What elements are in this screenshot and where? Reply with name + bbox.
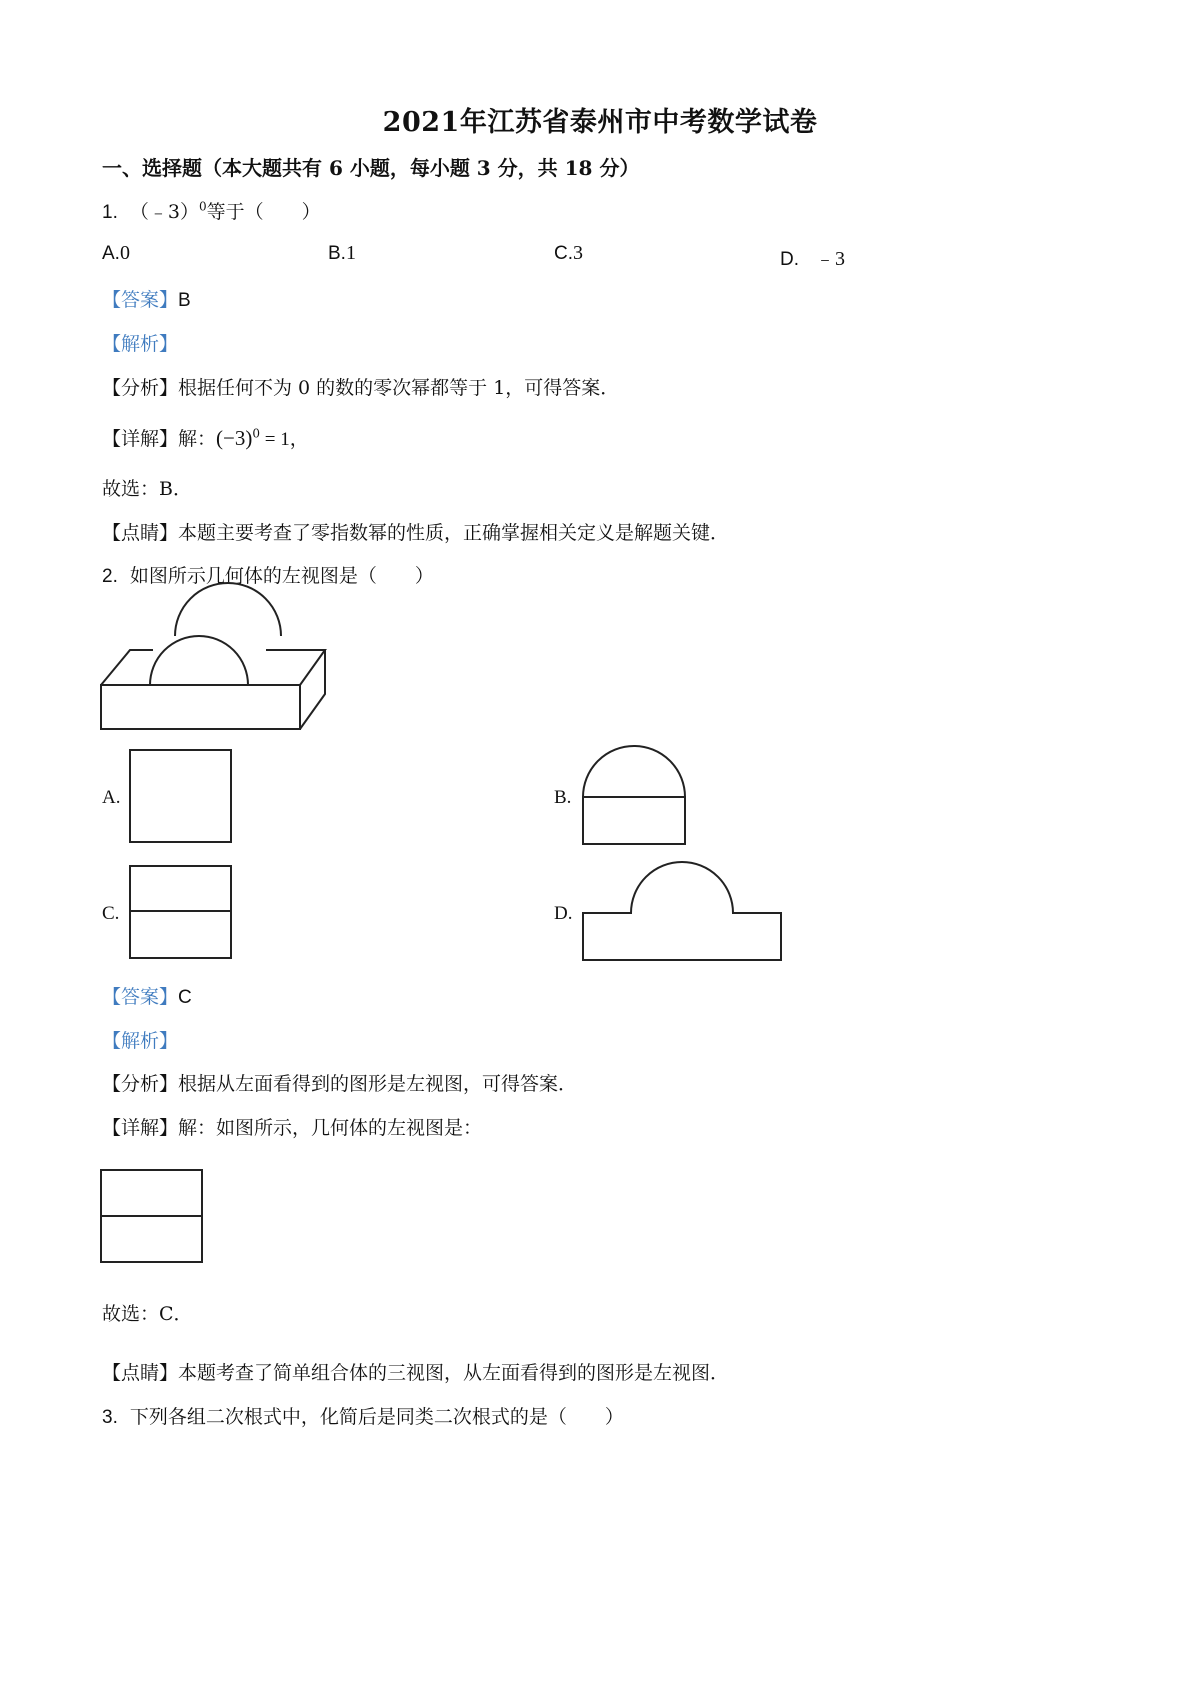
xiangjie-math-result: = 1， (260, 429, 309, 450)
option-letter: C. (554, 243, 573, 264)
xiangjie-label: 【详解】 (102, 1117, 179, 1139)
dianjing-label: 【点睛】 (102, 522, 179, 544)
xiangjie-math-base: (−3) (216, 426, 253, 450)
option-value: 0 (119, 242, 130, 264)
fenxi-label: 【分析】 (102, 1073, 179, 1095)
option-a-label: A. (102, 787, 121, 808)
stem-text: 等于（ ） (206, 201, 321, 223)
option-letter: A. (102, 243, 120, 264)
answer-value: C (178, 987, 192, 1008)
q2-guxuan: 故选：C． (102, 1303, 193, 1325)
q2-analysis-label: 【解析】 (102, 1030, 179, 1052)
stem-text: 下列各组二次根式中，化简后是同类二次根式的是（ ） (129, 1406, 624, 1428)
stem-exponent: 0 (199, 199, 207, 214)
option-c-label: C. (102, 903, 120, 924)
question-3-stem (102, 1402, 624, 1429)
question-number: 1. (102, 202, 118, 223)
answer-label: 【答案】 (102, 289, 179, 311)
dianjing-text: 本题考查了简单组合体的三视图，从左面看得到的图形是左视图． (178, 1362, 730, 1384)
page-title: 2021年江苏省泰州市中考数学试卷 (382, 107, 818, 138)
stem-text: 如图所示几何体的左视图是（ ） (129, 565, 434, 587)
stem-base: （﹣3） (129, 201, 199, 223)
q1-guxuan: 故选：B． (102, 478, 192, 500)
option-b-label: B. (554, 787, 572, 808)
question-number: 3. (102, 1407, 118, 1428)
fenxi-text: 根据从左面看得到的图形是左视图，可得答案． (178, 1073, 578, 1095)
xiangjie-prefix: 解： (178, 428, 217, 450)
dianjing-label: 【点睛】 (102, 1362, 179, 1384)
option-value: 1 (345, 242, 356, 264)
dianjing-text: 本题主要考查了零指数幂的性质，正确掌握相关定义是解题关键． (178, 522, 730, 544)
q2-dianjing (102, 1358, 729, 1385)
fenxi-label: 【分析】 (102, 377, 179, 399)
answer-value: B (178, 290, 191, 311)
question-number: 2. (102, 566, 118, 587)
answer-label: 【答案】 (102, 986, 179, 1008)
option-letter: D. (780, 249, 799, 270)
option-value: 3 (573, 242, 583, 264)
option-d-label: D. (554, 903, 573, 924)
option-value: ﹣3 (815, 248, 845, 270)
section-heading: 一、选择题（本大题共有 6 小题，每小题 3 分，共 18 分） (102, 156, 640, 180)
xiangjie-math-exponent: 0 (252, 426, 261, 441)
fenxi-text: 根据任何不为 0 的数的零次幂都等于 1，可得答案． (178, 377, 620, 399)
xiangjie-text: 解：如图所示，几何体的左视图是： (178, 1117, 483, 1139)
q1-analysis-label: 【解析】 (102, 333, 179, 355)
option-letter: B. (328, 243, 346, 264)
xiangjie-label: 【详解】 (102, 428, 179, 450)
